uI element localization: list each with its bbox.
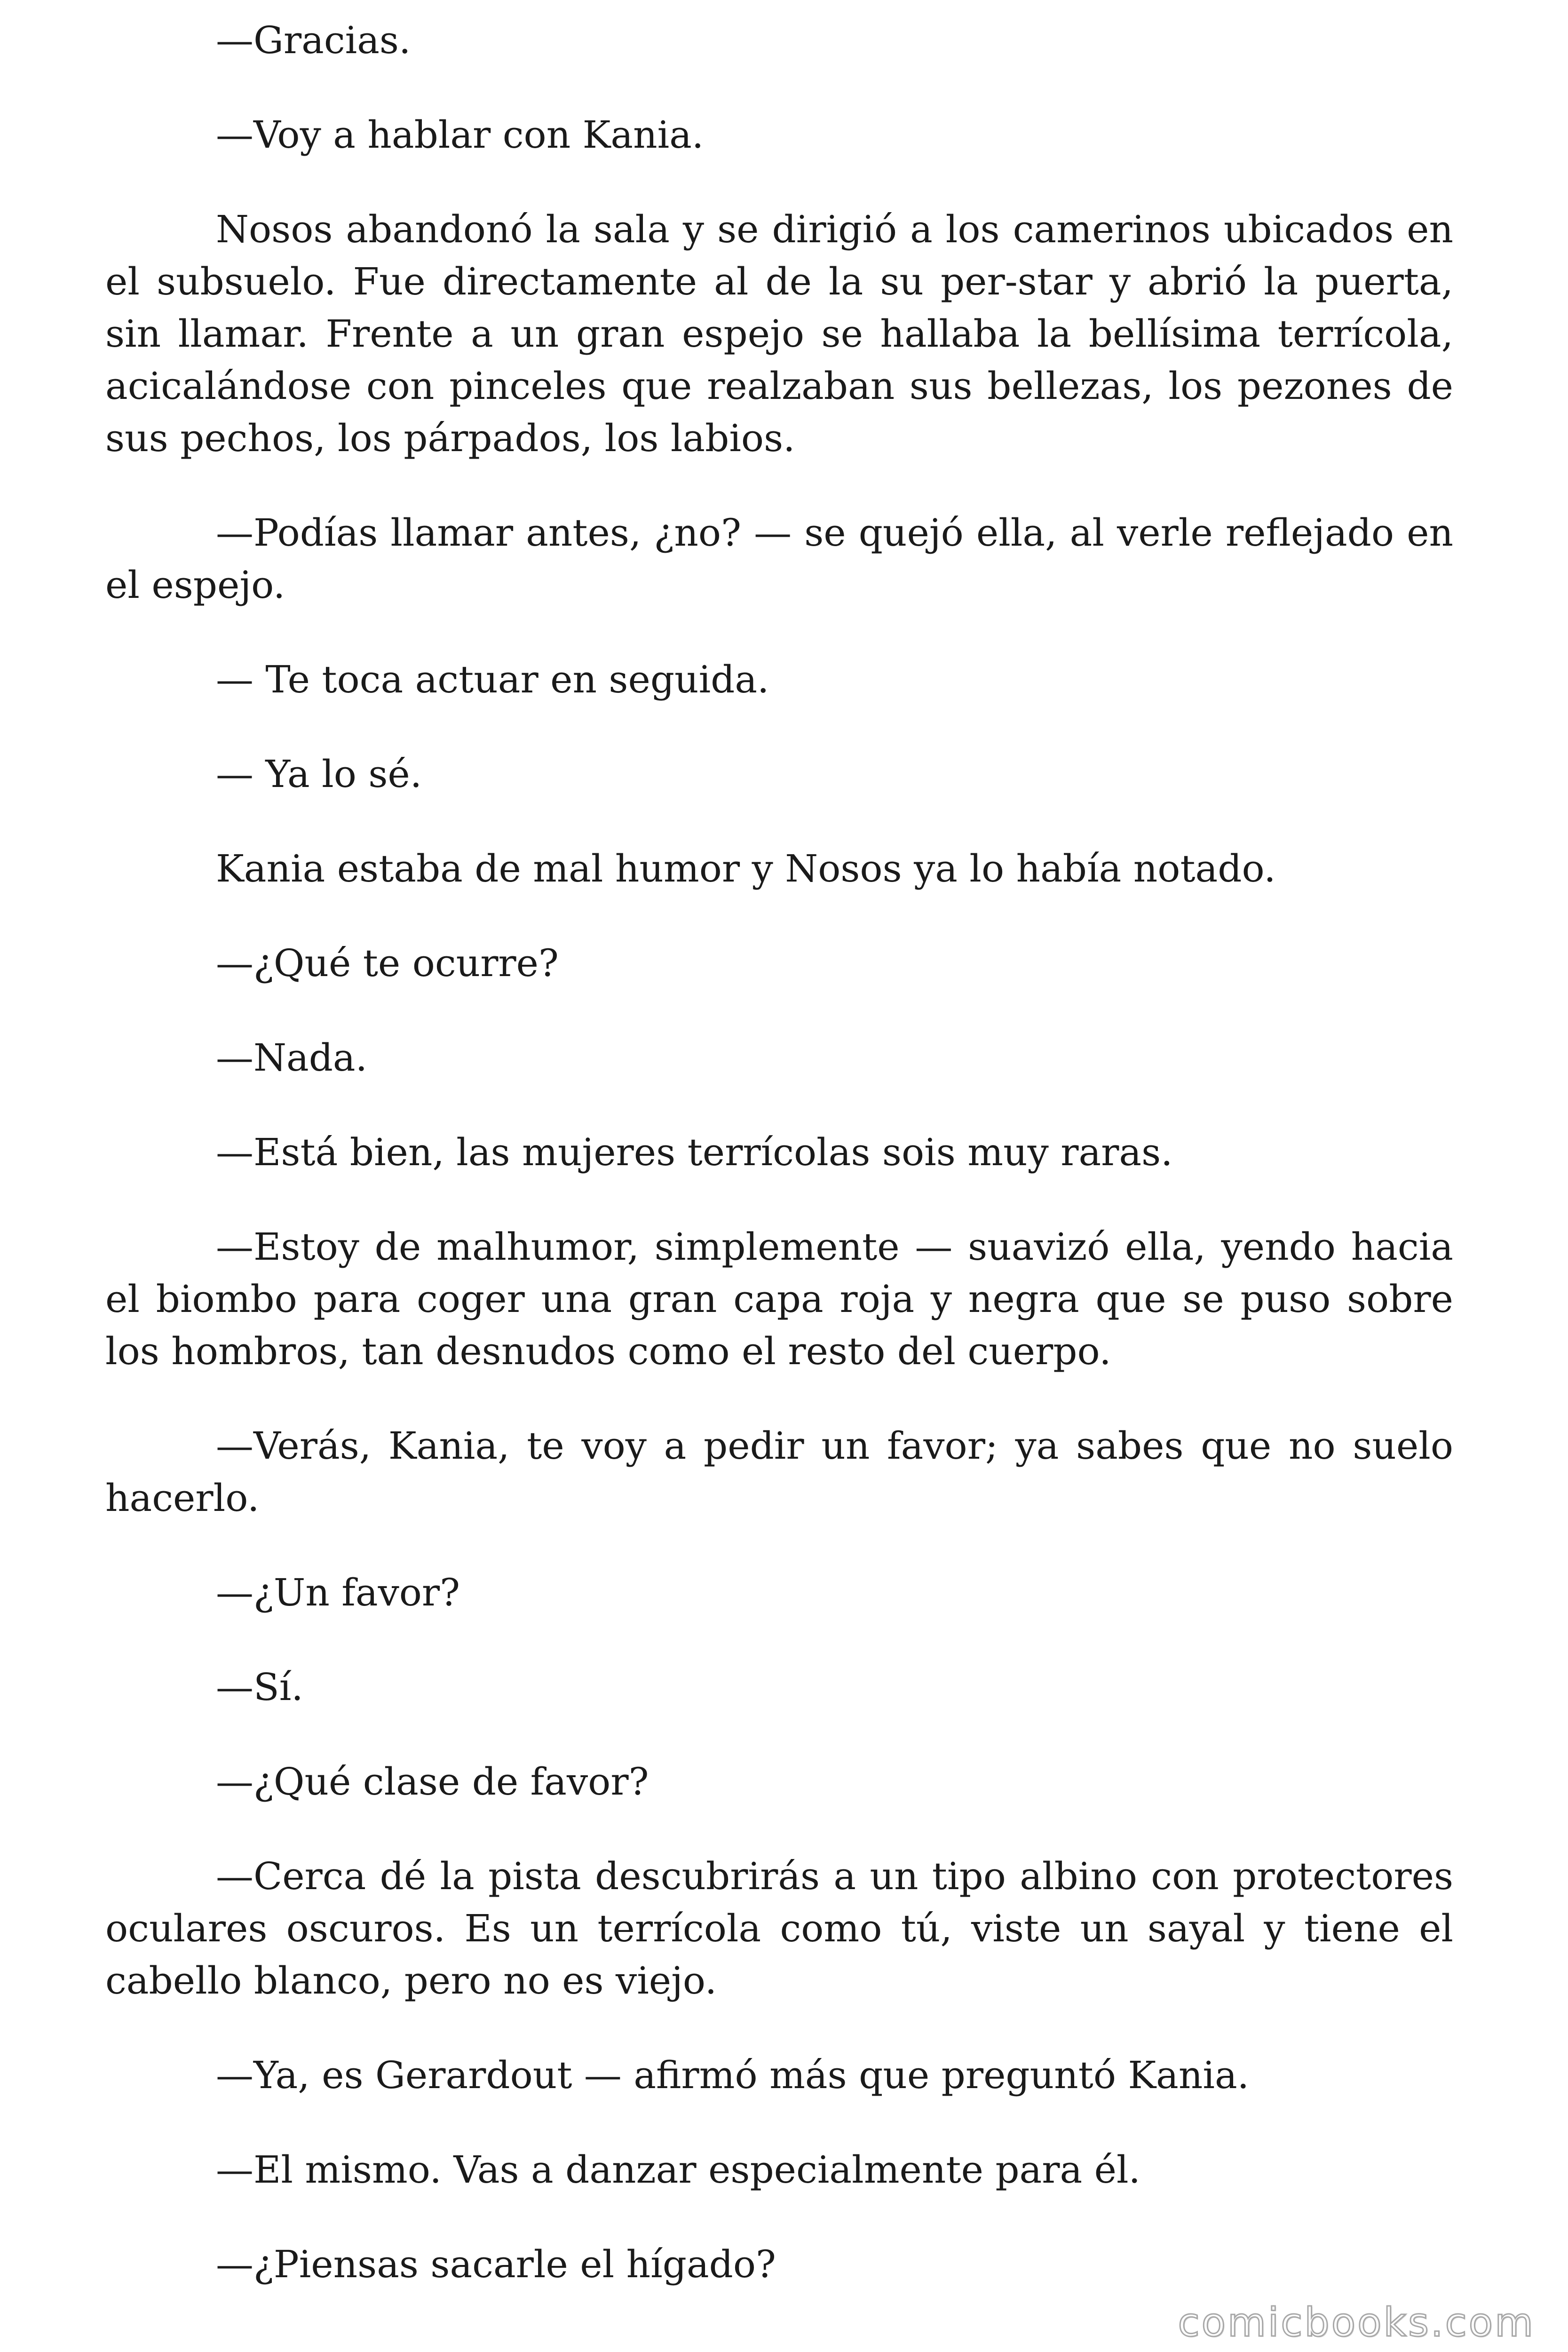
paragraph: —¿Qué te ocurre? (216, 941, 559, 985)
paragraph: —Está bien, las mujeres terrícolas sois muy raras. (216, 1130, 1173, 1174)
paragraph: Kania estaba de mal humor y Nosos ya lo había notado. (216, 847, 1276, 890)
paragraph: —Gracias. (216, 18, 411, 62)
paragraph: —Nada. (216, 1036, 368, 1080)
paragraph: —El mismo. Vas a danzar especialmente para él. (216, 2148, 1140, 2192)
paragraph: — Te toca actuar en seguida. (216, 658, 769, 701)
paragraph: —Podías llamar antes, ¿no? — se quejó ella, al verle reflejado en el espejo. (105, 511, 1453, 607)
paragraph: —Estoy de malhumor, simplemente — suavizó ella, yendo hacia el biombo para coger una gran capa roja y negra que se puso sobre los hombros, tan desnudos como el resto del cuerpo. (105, 1225, 1453, 1373)
paragraph: —Ya, es Gerardout — afirmó más que preguntó Kania. (216, 2053, 1250, 2097)
paragraph: —¿Piensas sacarle el hígado? (216, 2242, 776, 2286)
paragraph: —¿Un favor? (216, 1571, 460, 1614)
paragraph: —Cerca dé la pista descubrirás a un tipo albino con protectores oculares oscuros. Es un terrícola como tú, viste un sayal y tiene el cabello blanco, pero no es viejo. (105, 1854, 1453, 2002)
paragraph: — Ya lo sé. (216, 752, 422, 796)
paragraph: —Voy a hablar con Kania. (216, 113, 704, 157)
paragraph: —Sí. (216, 1665, 303, 1709)
paragraph: —Verás, Kania, te voy a pedir un favor; ya sabes que no suelo hacerlo. (105, 1424, 1453, 1520)
paragraph: —¿Qué clase de favor? (216, 1760, 649, 1804)
page-text (105, 14, 1453, 2290)
paragraph: Nosos abandonó la sala y se dirigió a los camerinos ubicados en el subsuelo. Fue directamente al de la su per-star y abrió la puerta, sin llamar. Frente a un gran espejo se hallaba la bellísima terrícola, acicalándose con pinceles que realzaban sus bellezas, los pezones de sus pechos, los párpados, los labios. (105, 207, 1453, 460)
watermark: comicbooks.com (1178, 2299, 1535, 2345)
